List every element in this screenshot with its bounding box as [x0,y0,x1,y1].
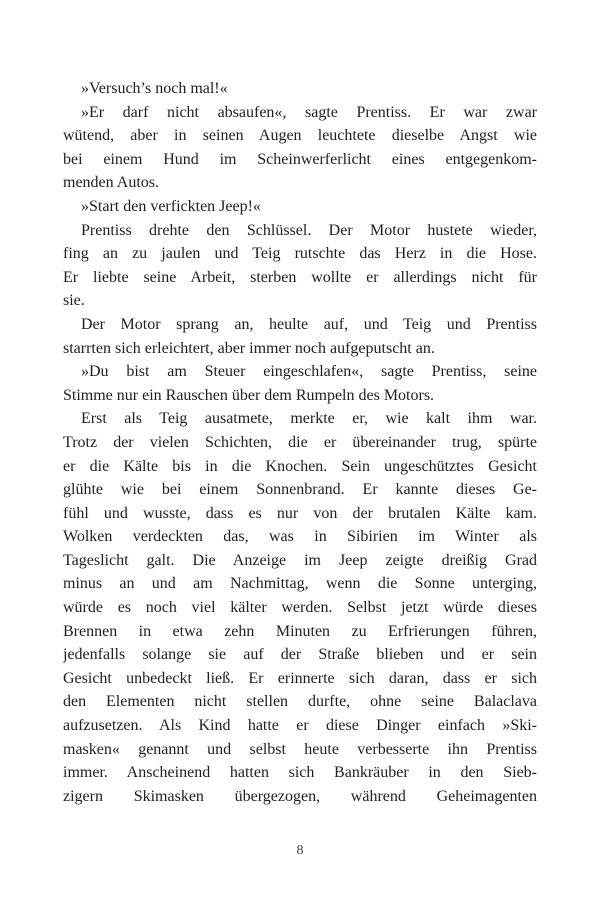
text-line: Brennen in etwa zehn Minuten zu Erfrierungen führen, [63,622,537,640]
text-line: er die Kälte bis in die Knochen. Sein ungeschütztes Gesicht [63,457,537,475]
text-line: »Du bist am Steuer eingeschlafen«, sagte Prentiss, seine [81,363,537,381]
text-line: zigern Skimasken übergezogen, während Geheimagenten [63,787,537,805]
text-line: masken« genannt und selbst heute verbesserte ihn Prentiss [63,740,537,758]
text-line: starrten sich erleichtert, aber immer noch aufgeputscht an. [63,339,435,357]
text-line: Prentiss drehte den Schlüssel. Der Motor hustete wieder, [81,221,537,239]
text-line: Gesicht unbedeckt ließ. Er erinnerte sich daran, dass er sich [63,669,537,687]
text-line: »Er darf nicht absaufen«, sagte Prentiss. Er war zwar [81,103,537,121]
text-line: bei einem Hund im Scheinwerferlicht eines entgegenkom- [63,150,537,168]
text-line: »Start den verfickten Jeep!« [81,197,261,215]
text-line: menden Autos. [63,174,159,192]
text-line: fing an zu jaulen und Teig rutschte das Herz in die Hose. [63,245,537,263]
text-line: Erst als Teig ausatmete, merkte er, wie kalt ihm war. [81,410,537,428]
text-line: sie. [63,292,85,310]
text-line: fühl und wusste, dass es nur von der brutalen Kälte kam. [63,504,537,522]
text-line: immer. Anscheinend hatten sich Bankräuber in den Sieb- [63,764,537,782]
page-number: 8 [296,843,304,858]
text-line: Der Motor sprang an, heulte auf, und Teig und Prentiss [81,315,537,333]
text-line: Tageslicht galt. Die Anzeige im Jeep zeigte dreißig Grad [63,551,537,569]
text-line: Er liebte seine Arbeit, sterben wollte er allerdings nicht für [63,268,537,286]
text-line: minus an und am Nachmittag, wenn die Sonne unterging, [63,575,537,593]
text-line: Trotz der vielen Schichten, die er übereinander trug, spürte [63,433,537,451]
text-line: Stimme nur ein Rauschen über dem Rumpeln des Motors. [63,386,435,404]
text-line: glühte wie bei einem Sonnenbrand. Er kannte dieses Ge- [63,481,537,499]
text-line: würde es noch viel kälter werden. Selbst jetzt würde dieses [63,599,537,617]
text-line: aufzusetzen. Als Kind hatte er diese Dinger einfach »Ski- [63,717,537,735]
text-line: »Versuch’s noch mal!« [81,80,228,97]
text-line: Wolken verdeckten das, was in Sibirien im Winter als [63,528,537,546]
text-line: wütend, aber in seinen Augen leuchtete dieselbe Angst wie [63,127,537,145]
body-text [63,77,537,808]
text-line: jedenfalls solange sie auf der Straße blieben und er sein [63,646,537,664]
text-line: den Elementen nicht stellen durfte, ohne seine Balaclava [63,693,537,711]
